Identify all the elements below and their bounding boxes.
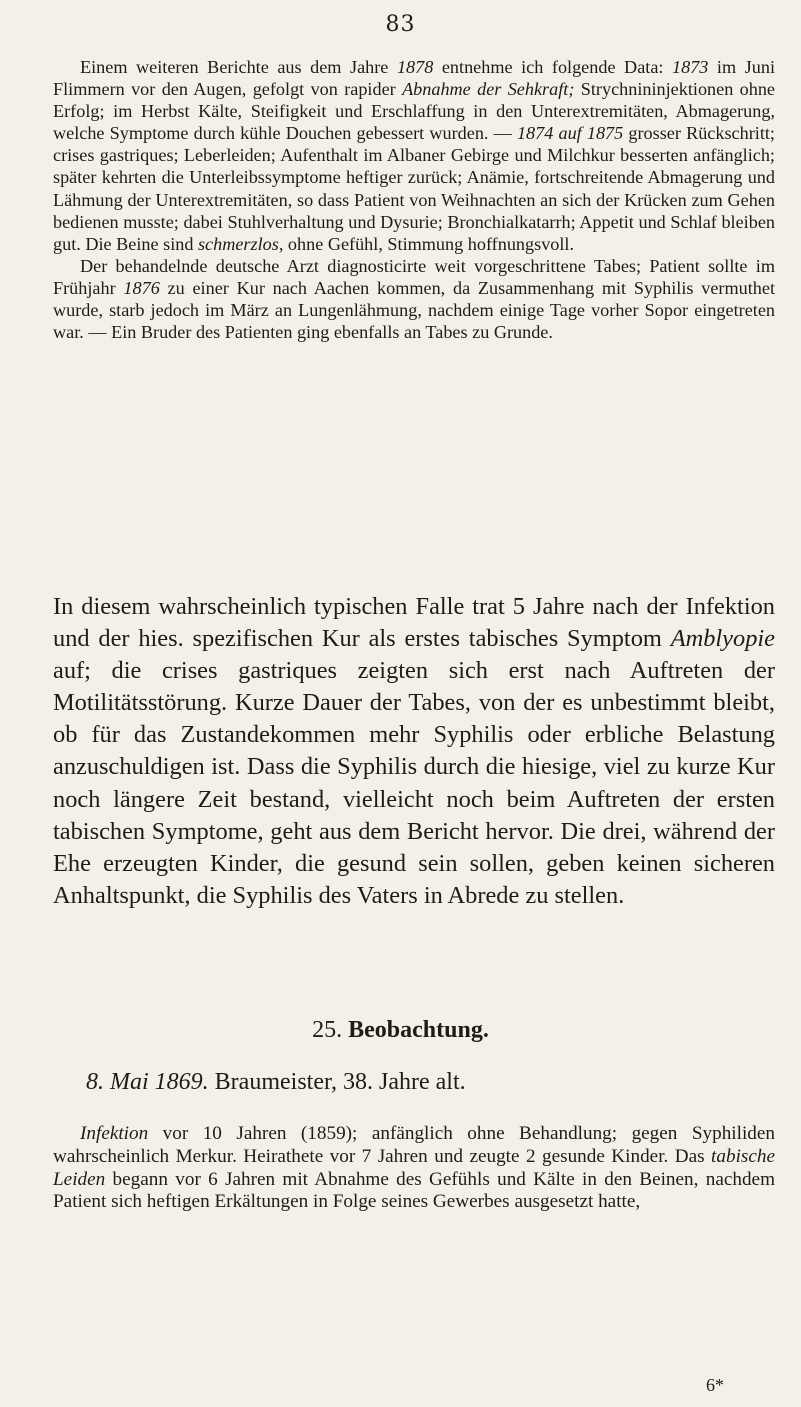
- patient-date: 8. Mai 1869.: [86, 1069, 209, 1095]
- observation-text: [53, 1123, 775, 1214]
- observation-number: 25.: [312, 1017, 343, 1043]
- emphasis-amblyopie: Amblyopie: [670, 625, 775, 653]
- patient-description: Braumeister, 38. Jahre alt.: [208, 1069, 466, 1095]
- emphasis-sehkraft: Abnahme der Sehkraft;: [402, 79, 575, 100]
- year-1873: 1873: [672, 57, 709, 77]
- text-run: grosser Rückschritt; crises gastriques; Leberleiden; Aufenthalt im Albaner Gebirge und Milchkur besserten anfänglich; später kehrten die Unterleibssymptome heftiger zurück; Anämie, fortschreitende Abmagerung und Lähmung der Unterextremitäten, so dass Patient von Weihnachten an sich der Krücken zum Gehen bedienen musste; dabei Stuhlverhaltung und Dysurie; Bronchialkatarrh; Appetit und Schlaf bleiben gut. Die Beine sind: [53, 123, 775, 254]
- patient-header: [86, 1069, 786, 1096]
- case-report-paragraph-2: [53, 255, 775, 343]
- year-1876: 1876: [123, 277, 160, 298]
- observation-title: Beobachtung.: [348, 1017, 489, 1043]
- years-1874-1875: 1874 auf 1875: [516, 123, 624, 144]
- text-run: Einem weiteren Berichte aus dem Jahre: [80, 57, 397, 77]
- text-run: im Juni Flimmern vor den Augen, gefolgt von rapider: [53, 57, 775, 100]
- text-run: In diesem wahrscheinlich typischen Falle trat 5 Jahre nach der Infektion und der hies. spezifischen Kur als erstes tabisches Symptom: [53, 593, 775, 653]
- signature-mark: 6*: [706, 1375, 724, 1395]
- text-run: auf; die crises gastriques zeigten sich erst nach Auftreten der Motilitätsstörung. Kurze Dauer der Tabes, von der es unbestimmt bleibt, ob für das Zustandekommen mehr Syphilis oder erbliche Belastung anzuschuldigen ist. Dass die Syphilis durch die hiesige, viel zu kurze Kur noch längere Zeit bestand, vielleicht noch beim Auftreten der ersten tabischen Symptome, geht aus dem Bericht hervor. Die drei, während der Ehe erzeugten Kinder, die gesund sein sollen, geben keinen sicheren Anhaltspunkt, die Syphilis des Vaters in Abrede zu stellen.: [53, 657, 775, 909]
- observation-paragraph: [53, 1123, 775, 1214]
- commentary-paragraph: [53, 591, 775, 912]
- observation-heading: [0, 1017, 801, 1044]
- commentary-text: [53, 591, 775, 912]
- text-run: Strychnininjektionen ohne Erfolg; im Herbst Kälte, Steifigkeit und Erschlaffung in den Unterextremitäten, Abmagerung, welche Symptome durch kühle Douchen gebessert wurden. —: [53, 79, 776, 144]
- text-run: entnehme ich folgende Data:: [433, 57, 672, 77]
- text-run: ohne Gefühl, Stimmung hoffnungsvoll.: [283, 233, 575, 254]
- text-run: vor 10 Jahren (1859); anfänglich ohne Behandlung; gegen Syphiliden wahrscheinlich Merkur. Heirathete vor 7 Jahren und zeugte 2 gesunde Kinder. Das: [53, 1123, 775, 1167]
- emphasis-tabische-leiden: tabische Leiden: [53, 1145, 775, 1190]
- emphasis-schmerzlos: schmerzlos,: [197, 233, 284, 254]
- text-run: zu einer Kur nach Aachen kommen, da Zusammenhang mit Syphilis vermuthet wurde, starb jedoch im März an Lungenlähmung, nachdem einige Tage vorher Sopor eingetreten war. — Ein Bruder des Patienten ging ebenfalls an Tabes zu Grunde.: [53, 277, 775, 343]
- text-run: begann vor 6 Jahren mit Abnahme des Gefühls und Kälte in den Beinen, nachdem Patient sich heftigen Erkältungen in Folge seines Gewerbes ausgesetzt hatte,: [53, 1168, 775, 1213]
- case-report-paragraph-1: [53, 56, 775, 255]
- case-report-text: [53, 56, 775, 343]
- text-run: Der behandelnde deutsche Arzt diagnosticirte weit vorgeschrittene Tabes; Patient sollte im Frühjahr: [53, 255, 775, 298]
- year-1878: 1878: [396, 57, 434, 77]
- page-number: 83: [385, 12, 416, 37]
- emphasis-infektion: Infektion: [80, 1123, 149, 1144]
